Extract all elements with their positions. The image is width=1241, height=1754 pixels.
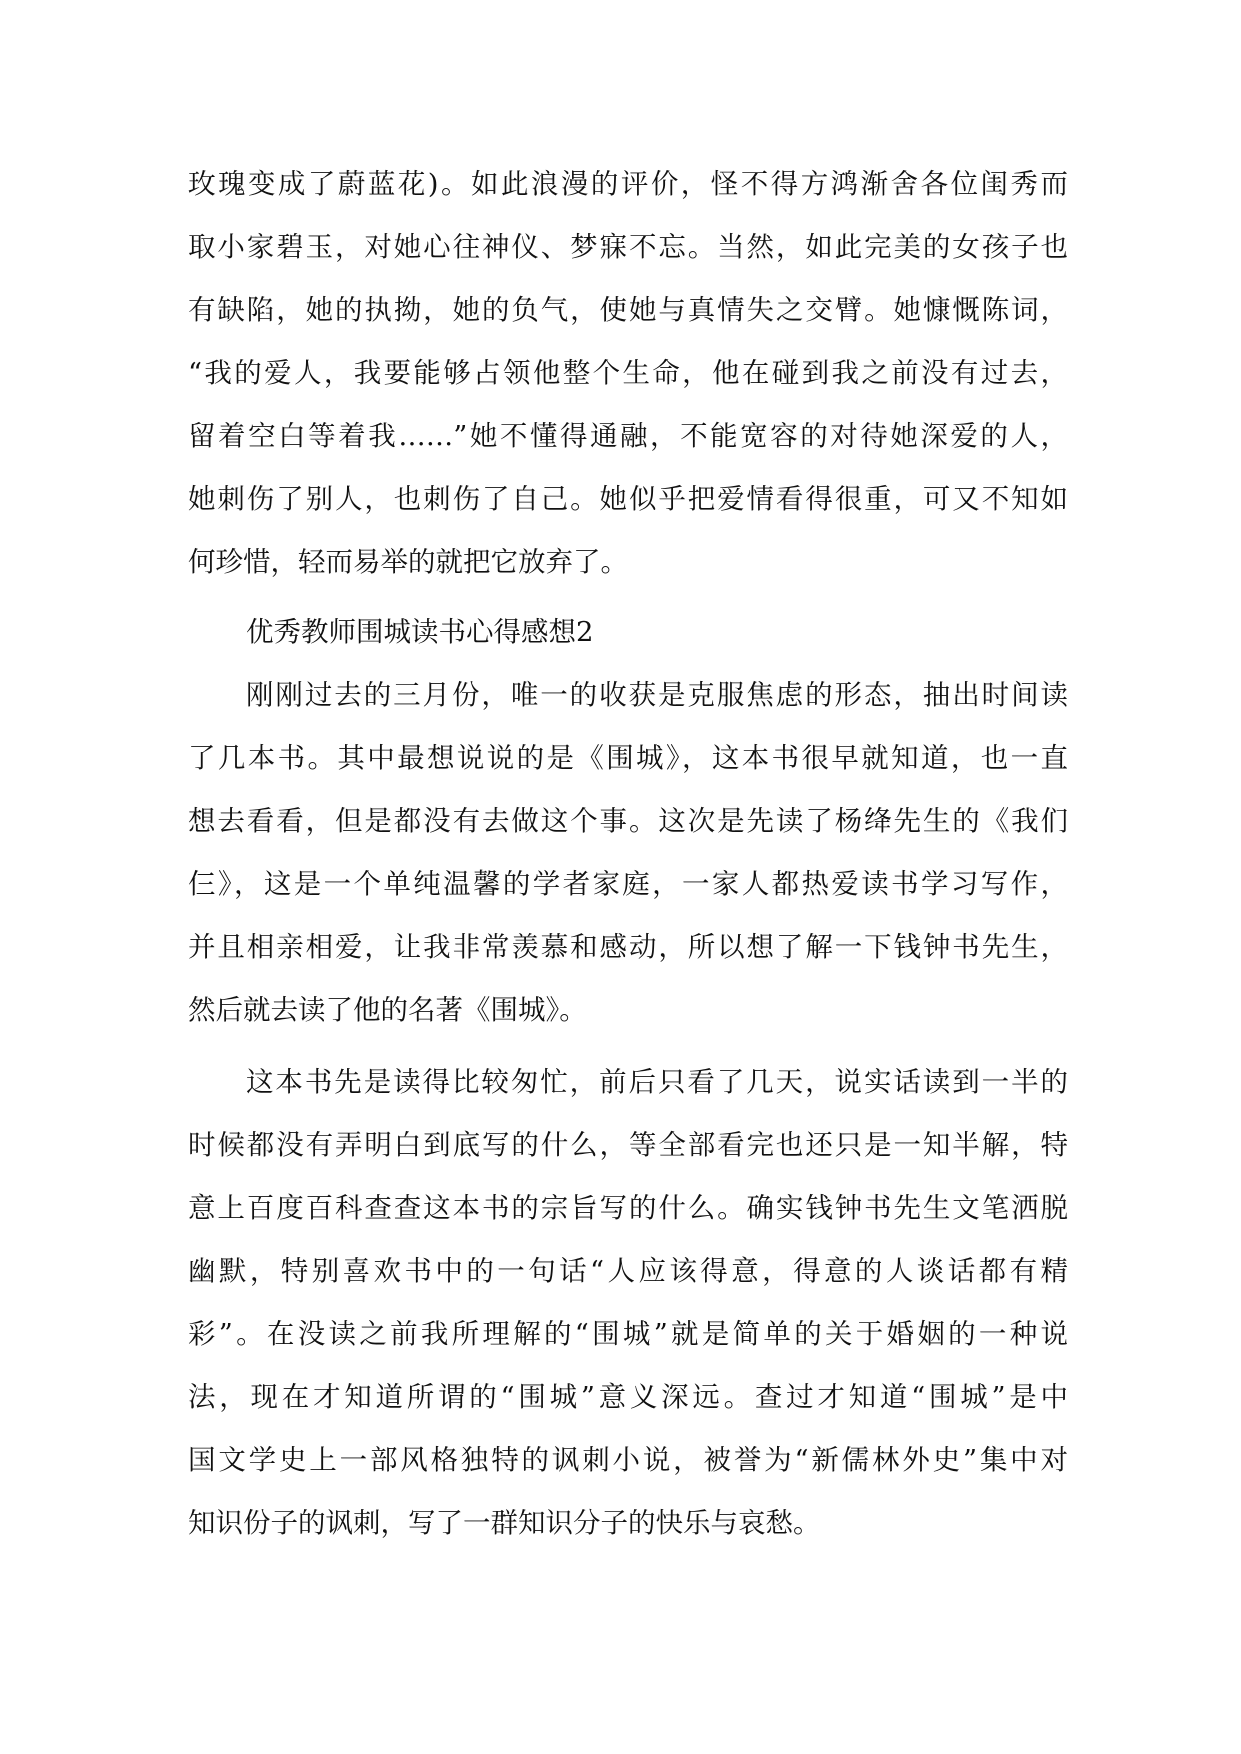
text-line: 知识份子的讽刺，写了一群知识分子的快乐与哀愁。 [188,1507,821,1539]
text-line: 法，现在才知道所谓的“围城”意义深远。查过才知道“围城”是中 [188,1381,1068,1413]
section-heading: 优秀教师围城读书心得感想2 [246,616,594,648]
text-line: 玫瑰变成了蔚蓝花)。如此浪漫的评价，怪不得方鸿渐舍各位闺秀而 [188,168,1068,200]
text-line: 时候都没有弄明白到底写的什么，等全部看完也还只是一知半解，特 [188,1129,1068,1161]
text-line: 幽默，特别喜欢书中的一句话“人应该得意，得意的人谈话都有精 [188,1255,1068,1287]
text-line: 刚刚过去的三月份，唯一的收获是克服焦虑的形态，抽出时间读 [246,679,1068,711]
text-line: 留着空白等着我……”她不懂得通融，不能宽容的对待她深爱的人， [188,420,1068,452]
text-line: “我的爱人，我要能够占领他整个生命，他在碰到我之前没有过去， [188,357,1068,389]
text-line: 然后就去读了他的名著《围城》。 [188,994,587,1026]
text-line: 这本书先是读得比较匆忙，前后只看了几天，说实话读到一半的 [246,1066,1068,1098]
text-line: 国文学史上一部风格独特的讽刺小说，被誉为“新儒林外史”集中对 [188,1444,1068,1476]
text-line: 想去看看，但是都没有去做这个事。这次是先读了杨绛先生的《我们 [188,805,1068,837]
text-line: 并且相亲相爱，让我非常羡慕和感动，所以想了解一下钱钟书先生， [188,931,1068,963]
text-line: 仨》，这是一个单纯温馨的学者家庭，一家人都热爱读书学习写作， [188,868,1068,900]
text-line: 取小家碧玉，对她心往神仪、梦寐不忘。当然，如此完美的女孩子也 [188,231,1068,263]
text-line: 彩”。在没读之前我所理解的“围城”就是简单的关于婚姻的一种说 [188,1318,1068,1350]
text-line: 了几本书。其中最想说说的是《围城》，这本书很早就知道，也一直 [188,742,1068,774]
text-line: 意上百度百科查查这本书的宗旨写的什么。确实钱钟书先生文笔洒脱 [188,1192,1068,1224]
text-line: 何珍惜，轻而易举的就把它放弃了。 [188,546,628,578]
text-line: 她刺伤了别人，也刺伤了自己。她似乎把爱情看得很重，可又不知如 [188,483,1068,515]
text-line: 有缺陷，她的执拗，她的负气，使她与真情失之交臂。她慷慨陈词， [188,294,1068,326]
